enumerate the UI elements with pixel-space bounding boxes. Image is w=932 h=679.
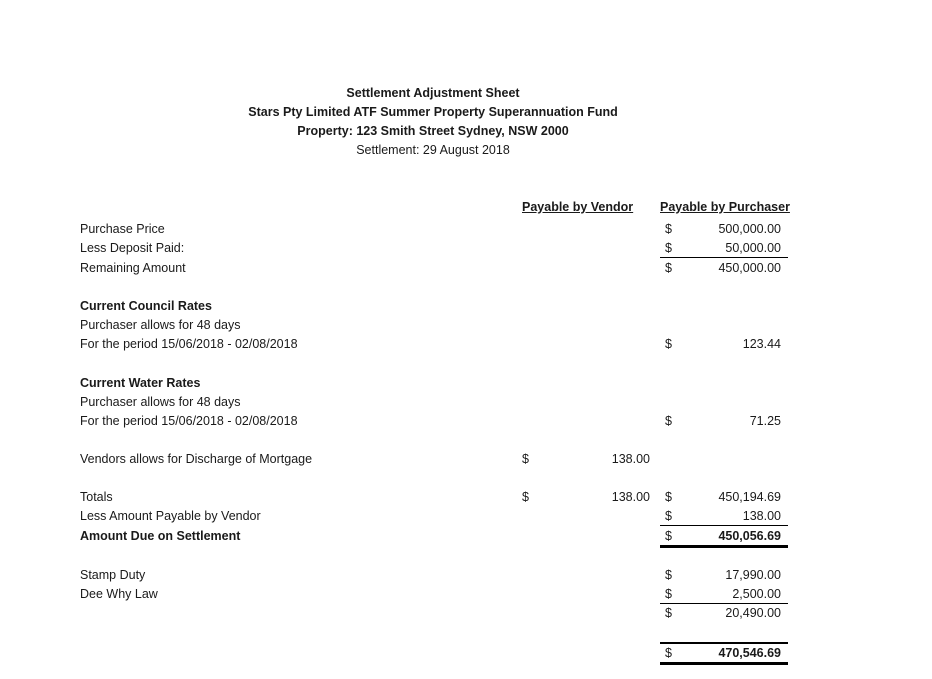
deposit-label: Less Deposit Paid: [80,241,185,255]
totals-purchaser-amount: 450,194.69 [718,490,781,504]
mortgage-label: Vendors allows for Discharge of Mortgage [80,452,313,466]
currency-symbol: $ [665,261,672,275]
double-underline [660,662,788,665]
extras-subtotal: 20,490.00 [725,606,781,620]
council-heading: Current Council Rates [80,299,212,313]
less-vendor-label: Less Amount Payable by Vendor [80,509,261,523]
water-allows: Purchaser allows for 48 days [80,395,241,409]
column-vendor-heading: Payable by Vendor [522,200,634,214]
council-amount: 123.44 [742,337,781,351]
water-period: For the period 15/06/2018 - 02/08/2018 [80,414,298,428]
amount-due-label: Amount Due on Settlement [80,529,241,543]
currency-symbol: $ [665,646,672,660]
law-amount: 2,500.00 [732,587,781,601]
fund-name: Stars Pty Limited ATF Summer Property Superannuation Fund [248,105,618,119]
deposit-amount: 50,000.00 [725,241,781,255]
column-purchaser-heading: Payable by Purchaser [660,200,790,214]
underline [660,603,788,604]
purchase-price-amount: 500,000.00 [718,222,781,236]
remaining-amount: 450,000.00 [718,261,781,275]
purchase-price-label: Purchase Price [80,222,165,236]
sheet-title: Settlement Adjustment Sheet [346,86,520,100]
currency-symbol: $ [665,337,672,351]
property-address: Property: 123 Smith Street Sydney, NSW 2000 [297,124,569,138]
currency-symbol: $ [665,490,672,504]
currency-symbol: $ [522,490,529,504]
currency-symbol: $ [665,568,672,582]
remaining-label: Remaining Amount [80,261,186,275]
council-allows: Purchaser allows for 48 days [80,318,241,332]
totals-vendor-amount: 138.00 [611,490,650,504]
total-overline [660,642,788,644]
mortgage-vendor-amount: 138.00 [611,452,650,466]
stamp-duty-amount: 17,990.00 [725,568,781,582]
grand-total-amount: 470,546.69 [718,646,781,660]
currency-symbol: $ [665,587,672,601]
stamp-duty-label: Stamp Duty [80,568,146,582]
currency-symbol: $ [665,241,672,255]
currency-symbol: $ [665,529,672,543]
underline [660,257,788,258]
underline [660,525,788,526]
settlement-date: Settlement: 29 August 2018 [356,143,510,157]
law-label: Dee Why Law [80,587,158,601]
double-underline [660,545,788,548]
amount-due-value: 450,056.69 [718,529,781,543]
currency-symbol: $ [665,606,672,620]
currency-symbol: $ [665,509,672,523]
currency-symbol: $ [665,414,672,428]
council-period: For the period 15/06/2018 - 02/08/2018 [80,337,298,351]
totals-label: Totals [80,490,113,504]
currency-symbol: $ [522,452,529,466]
water-amount: 71.25 [749,414,781,428]
currency-symbol: $ [665,222,672,236]
water-heading: Current Water Rates [80,376,201,390]
less-vendor-amount: 138.00 [742,509,781,523]
